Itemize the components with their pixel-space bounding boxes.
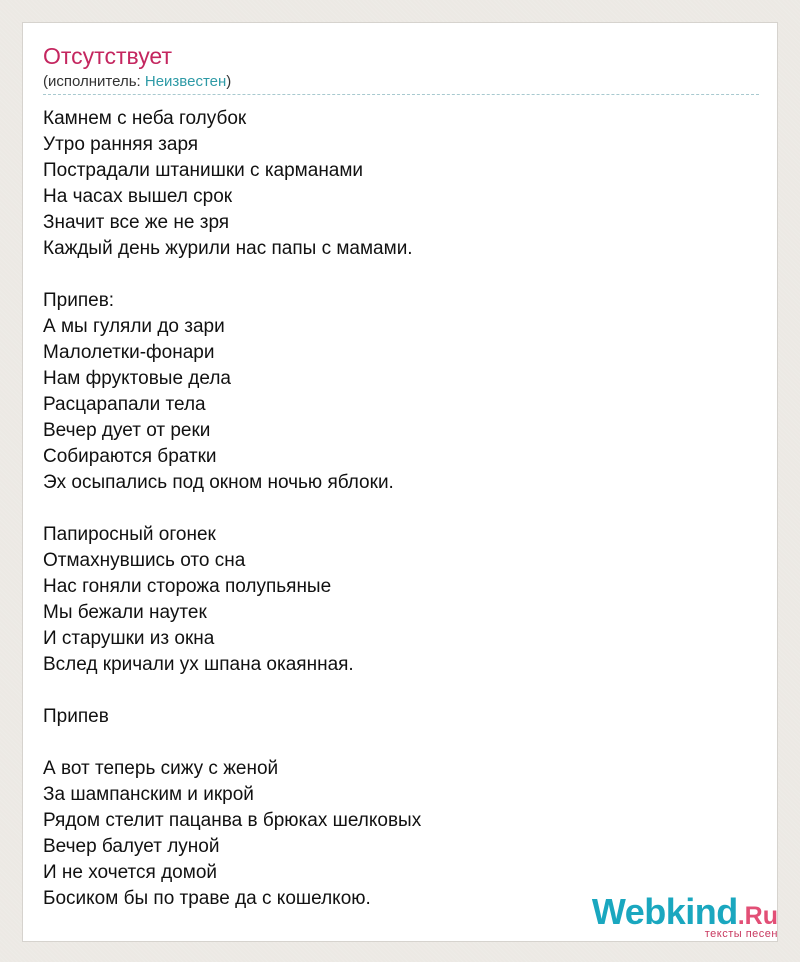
lyric-line: Вслед кричали ух шпана окаянная.	[43, 654, 354, 675]
lyric-line: А мы гуляли до зари	[43, 316, 225, 337]
lyric-line: Припев	[43, 706, 109, 727]
lyric-line: Отмахнувшись ото сна	[43, 550, 246, 571]
lyric-line: Каждый день журили нас папы с мамами.	[43, 238, 413, 259]
lyric-line: Босиком бы по траве да с кошелкою.	[43, 888, 371, 909]
lyric-line	[43, 730, 421, 756]
lyric-line: Вечер балует луной	[43, 836, 220, 857]
lyric-line	[43, 262, 421, 288]
logo-name: Webkind	[591, 891, 738, 932]
lyric-line: Утро ранняя заря	[43, 134, 199, 155]
artist-link[interactable]: Неизвестен	[144, 73, 227, 90]
lyric-line: Нам фруктовые дела	[43, 368, 231, 389]
lyrics-text	[43, 106, 421, 912]
lyric-line: Камнем с неба голубок	[43, 108, 247, 129]
lyric-line	[43, 678, 421, 704]
lyric-line: Нас гоняли сторожа полупьяные	[43, 576, 332, 597]
lyric-line: Малолетки-фонари	[43, 342, 215, 363]
lyric-line: И не хочется домой	[43, 862, 217, 883]
logo-tagline: тексты песен	[704, 928, 778, 940]
artist-line	[43, 73, 231, 90]
lyric-line: Значит все же не зря	[43, 212, 230, 233]
artist-suffix: )	[226, 73, 232, 90]
artist-prefix: (исполнитель:	[43, 73, 145, 90]
lyric-line: Собираются братки	[43, 446, 217, 467]
lyric-line: Припев:	[43, 290, 115, 311]
lyric-line: Вечер дует от реки	[43, 420, 211, 441]
logo-tld: .Ru	[737, 902, 778, 930]
lyrics-card	[22, 22, 778, 942]
lyric-line	[43, 496, 421, 522]
webkind-logo[interactable]	[591, 891, 778, 940]
lyric-line: А вот теперь сижу с женой	[43, 758, 279, 779]
lyric-line: Пострадали штанишки с карманами	[43, 160, 364, 181]
lyric-line: И старушки из окна	[43, 628, 215, 649]
lyric-line: Расцарапали тела	[43, 394, 206, 415]
lyric-line: Папиросный огонек	[43, 524, 216, 545]
lyric-line: Мы бежали наутек	[43, 602, 207, 623]
lyric-line: На часах вышел срок	[43, 186, 233, 207]
lyric-line: За шампанским и икрой	[43, 784, 254, 805]
lyric-line: Эх осыпались под окном ночью яблоки.	[43, 472, 394, 493]
title-divider	[43, 94, 759, 95]
song-title: Отсутствует	[43, 43, 172, 69]
lyric-line: Рядом стелит пацанва в брюках шелковых	[43, 810, 422, 831]
